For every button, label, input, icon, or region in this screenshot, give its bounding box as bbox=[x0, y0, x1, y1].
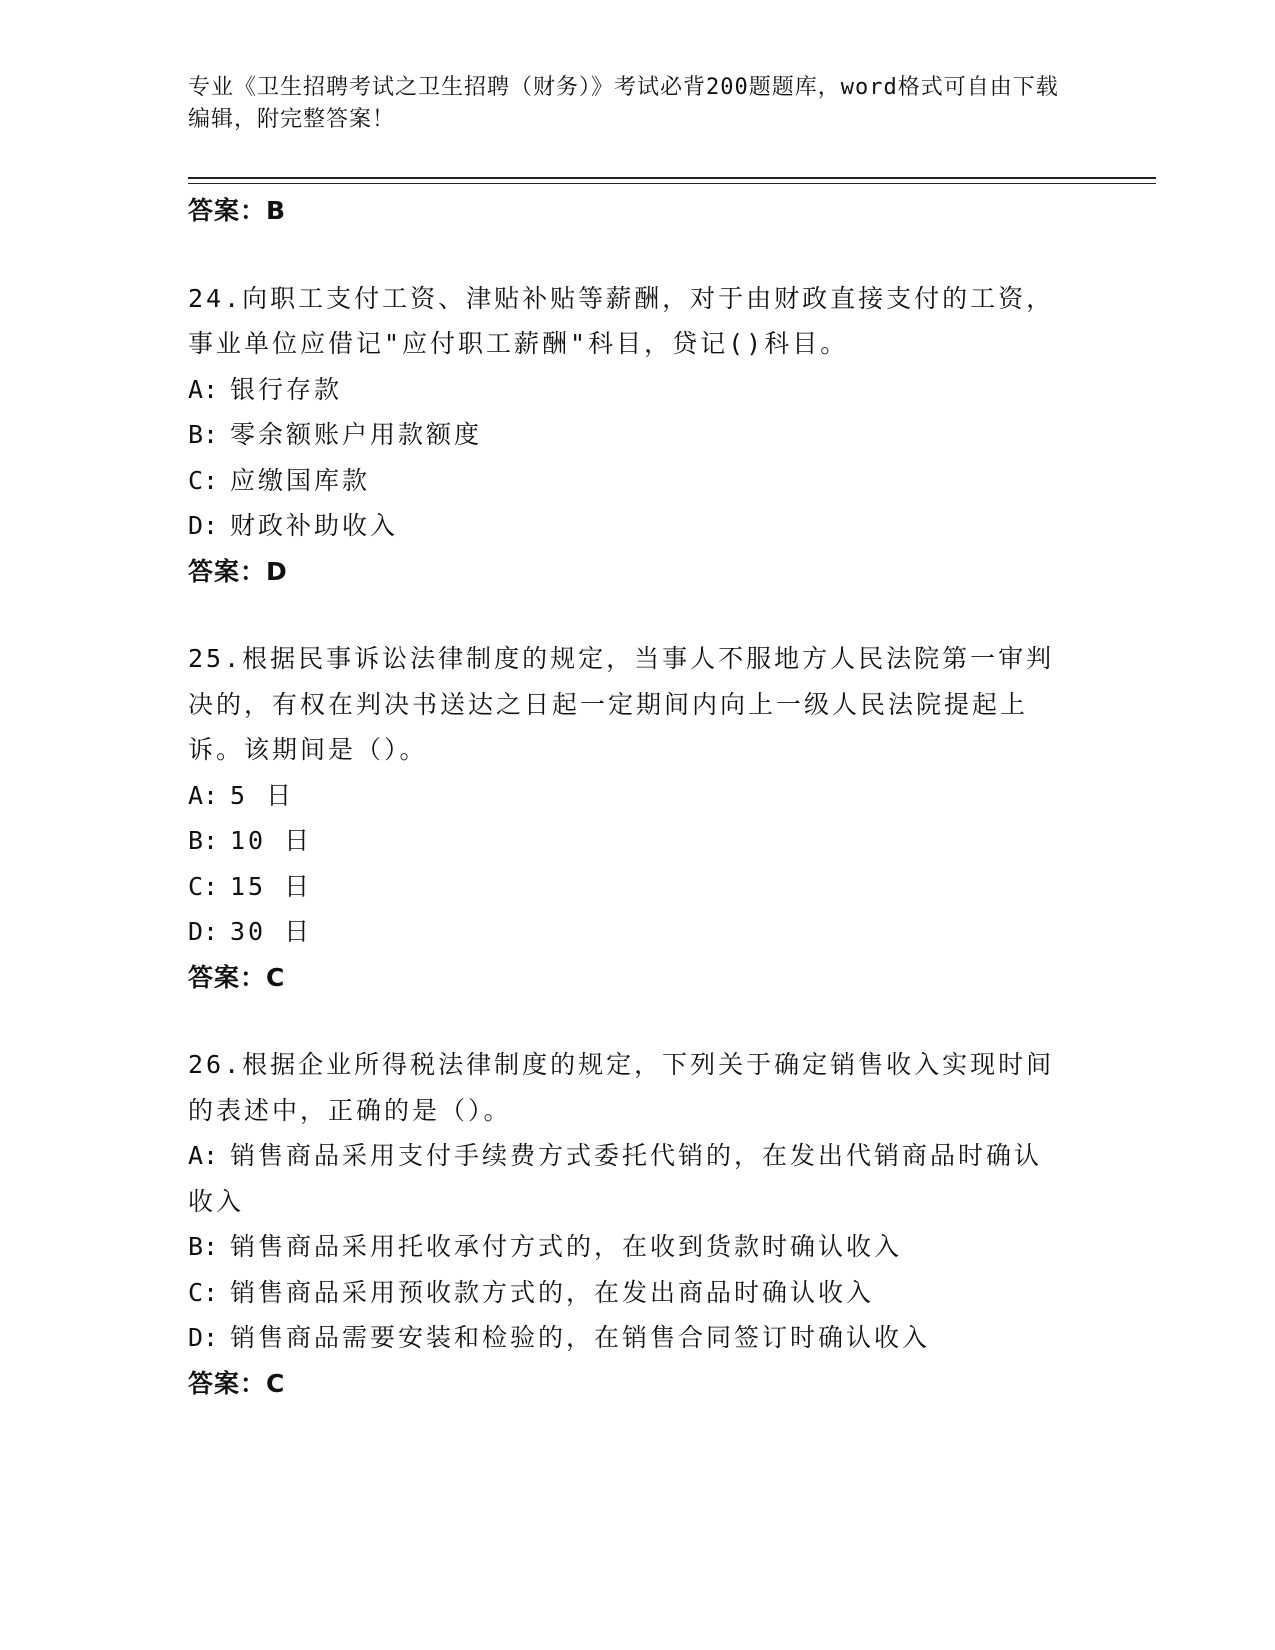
option-key: C: bbox=[188, 1277, 219, 1307]
header-rule-thin bbox=[188, 183, 1156, 184]
option-key: B: bbox=[188, 826, 219, 855]
question-title-line: 决的，有权在判决书送达之日起一定期间内向上一级人民法院提起上 bbox=[188, 689, 1029, 719]
option-key: B: bbox=[188, 420, 219, 449]
question-title-line: 25.根据民事诉讼法律制度的规定，当事人不服地方人民法院第一审判 bbox=[188, 644, 1055, 673]
option-d bbox=[188, 909, 1078, 955]
question-26 bbox=[188, 1042, 1078, 1406]
question-title-line: 的表述中，正确的是（）。 bbox=[188, 1095, 512, 1125]
option-a bbox=[188, 367, 1078, 413]
option-b bbox=[188, 1224, 1078, 1270]
option-text: 应缴国库款 bbox=[230, 465, 371, 495]
question-title-line: 26.根据企业所得税法律制度的规定，下列关于确定销售收入实现时间 bbox=[188, 1050, 1055, 1079]
option-c bbox=[188, 1270, 1078, 1316]
document-body bbox=[188, 188, 1078, 1406]
question-title bbox=[188, 276, 1078, 367]
option-a-continuation: 收入 bbox=[188, 1186, 245, 1216]
question-title bbox=[188, 1042, 1078, 1133]
option-key: B: bbox=[188, 1232, 219, 1261]
option-key: D: bbox=[188, 1323, 219, 1352]
document-header bbox=[188, 72, 1068, 136]
option-b bbox=[188, 412, 1078, 458]
option-text: 10 日 bbox=[230, 826, 313, 855]
option-text: 银行存款 bbox=[230, 374, 343, 404]
option-a bbox=[188, 1133, 1078, 1179]
option-text: 销售商品采用支付手续费方式委托代销的，在发出代销商品时确认 bbox=[230, 1141, 1043, 1170]
option-text: 财政补助收入 bbox=[230, 511, 399, 540]
option-c bbox=[188, 458, 1078, 504]
option-text: 5 日 bbox=[230, 780, 295, 810]
option-key: D: bbox=[188, 511, 219, 540]
option-text: 15 日 bbox=[230, 871, 313, 901]
option-d bbox=[188, 1315, 1078, 1361]
option-text: 销售商品需要安装和检验的，在销售合同签订时确认收入 bbox=[230, 1323, 931, 1352]
option-text: 30 日 bbox=[230, 917, 313, 946]
answer: 答案：C bbox=[188, 962, 286, 992]
option-b bbox=[188, 818, 1078, 864]
question-title bbox=[188, 636, 1078, 773]
answer: 答案：C bbox=[188, 1368, 286, 1398]
question-24 bbox=[188, 276, 1078, 595]
option-key: D: bbox=[188, 917, 219, 946]
option-key: A: bbox=[188, 374, 219, 404]
option-text: 销售商品采用托收承付方式的，在收到货款时确认收入 bbox=[230, 1232, 903, 1261]
question-title-line: 诉。该期间是（）。 bbox=[188, 735, 428, 764]
answer: 答案：D bbox=[188, 556, 288, 586]
header-rule-thick bbox=[188, 177, 1156, 179]
option-d bbox=[188, 503, 1078, 549]
header-text: 专业《卫生招聘考试之卫生招聘（财务）》考试必背200题题库，word格式可自由下载编辑，附完整答案！ bbox=[188, 75, 1059, 132]
option-a bbox=[188, 773, 1078, 819]
question-title-line: 24.向职工支付工资、津贴补贴等薪酬，对于由财政直接支付的工资， bbox=[188, 283, 1055, 313]
option-key: A: bbox=[188, 780, 219, 810]
option-key: A: bbox=[188, 1141, 219, 1170]
option-c bbox=[188, 864, 1078, 910]
option-text: 销售商品采用预收款方式的，在发出商品时确认收入 bbox=[230, 1277, 875, 1307]
option-text: 零余额账户用款额度 bbox=[230, 420, 483, 449]
question-title-line: 事业单位应借记"应付职工薪酬"科目，贷记()科目。 bbox=[188, 329, 849, 358]
previous-answer: 答案：B bbox=[188, 196, 287, 225]
option-key: C: bbox=[188, 465, 219, 495]
option-key: C: bbox=[188, 871, 219, 901]
question-25 bbox=[188, 636, 1078, 1000]
